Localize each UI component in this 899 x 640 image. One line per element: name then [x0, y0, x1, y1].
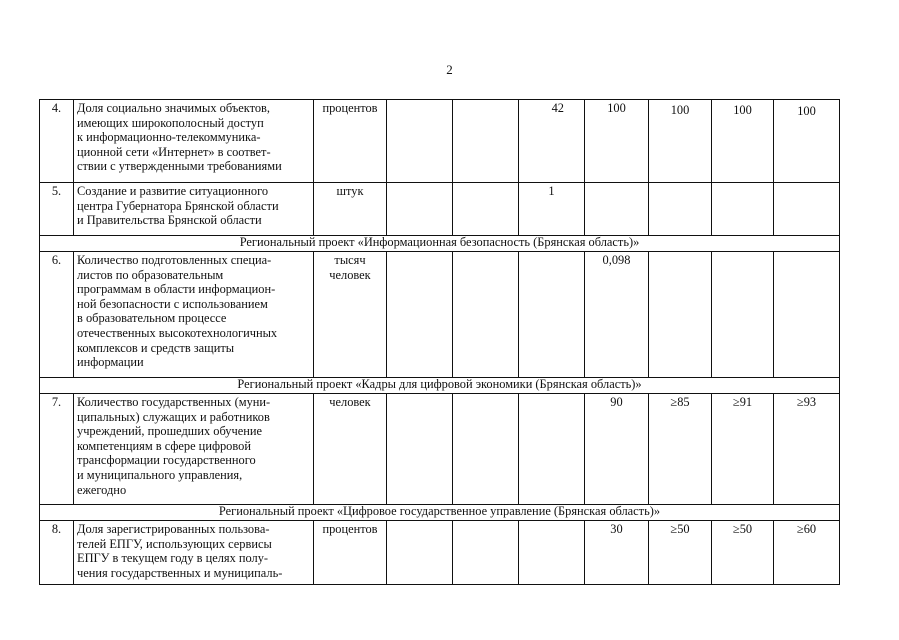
indicator-name: Доля социально значимых объектов, имеющих широкополосный доступ к информационно-телекоммуника- ционной сети «Интернет» в соответ- ствии с утвержденными требованиями [74, 100, 314, 183]
section-title: Региональный проект «Цифровое государственное управление (Брянская область)» [40, 505, 840, 521]
value-cell: 1 [519, 183, 585, 236]
unit: тысяч человек [314, 252, 387, 378]
value-cell [519, 521, 585, 585]
table-row [40, 394, 840, 505]
value-cell [453, 252, 519, 378]
indicator-name: Количество подготовленных специа- листов по образовательным программам в области информацион- ной безопасности с использованием в образовательном процессе отечественных высокотехнологичных комплексов и средств защиты информации [74, 252, 314, 378]
value-cell: 42 [519, 100, 585, 183]
value-cell: 90 [585, 394, 649, 505]
value-cell: ≥85 [649, 394, 712, 505]
table-row [40, 521, 840, 585]
unit: процентов [314, 100, 387, 183]
table-row [40, 100, 840, 183]
value-cell: 100 [649, 100, 712, 183]
value-cell [387, 394, 453, 505]
value-cell: ≥91 [712, 394, 774, 505]
value-cell: 100 [712, 100, 774, 183]
value-cell: ≥60 [774, 521, 840, 585]
value-cell [649, 183, 712, 236]
value-cell [519, 252, 585, 378]
value-cell [387, 100, 453, 183]
unit: штук [314, 183, 387, 236]
page-number: 2 [446, 62, 453, 77]
value-cell: 100 [774, 100, 840, 183]
section-title: Региональный проект «Кадры для цифровой экономики (Брянская область)» [40, 378, 840, 394]
value-cell: ≥50 [712, 521, 774, 585]
table-row [40, 252, 840, 378]
section-row [40, 378, 840, 394]
value-cell [453, 521, 519, 585]
row-number: 8. [40, 521, 74, 585]
value-cell [387, 252, 453, 378]
value-cell: 100 [585, 100, 649, 183]
unit: человек [314, 394, 387, 505]
value-cell [585, 183, 649, 236]
indicators-table [39, 99, 840, 585]
value-cell [712, 183, 774, 236]
unit: процентов [314, 521, 387, 585]
value-cell [387, 521, 453, 585]
indicator-name: Количество государственных (муни- ципальных) служащих и работников учреждений, прошедших обучение компетенциям в сфере цифровой трансформации государственного и муниципального управления, ежегодно [74, 394, 314, 505]
value-cell: ≥93 [774, 394, 840, 505]
row-number: 7. [40, 394, 74, 505]
value-cell: 30 [585, 521, 649, 585]
value-cell [453, 394, 519, 505]
value-cell [453, 183, 519, 236]
value-cell [453, 100, 519, 183]
table-row [40, 183, 840, 236]
section-row [40, 505, 840, 521]
value-cell: ≥50 [649, 521, 712, 585]
indicator-name: Создание и развитие ситуационного центра Губернатора Брянской области и Правительства Брянской области [74, 183, 314, 236]
value-cell: 0,098 [585, 252, 649, 378]
value-cell [712, 252, 774, 378]
row-number: 6. [40, 252, 74, 378]
indicator-name: Доля зарегистрированных пользова- телей ЕПГУ, использующих сервисы ЕПГУ в текущем году в целях полу- чения государственных и муниципаль- [74, 521, 314, 585]
value-cell [774, 252, 840, 378]
section-title: Региональный проект «Информационная безопасность (Брянская область)» [40, 236, 840, 252]
value-cell [387, 183, 453, 236]
section-row [40, 236, 840, 252]
value-cell [774, 183, 840, 236]
row-number: 5. [40, 183, 74, 236]
row-number: 4. [40, 100, 74, 183]
value-cell [519, 394, 585, 505]
value-cell [649, 252, 712, 378]
